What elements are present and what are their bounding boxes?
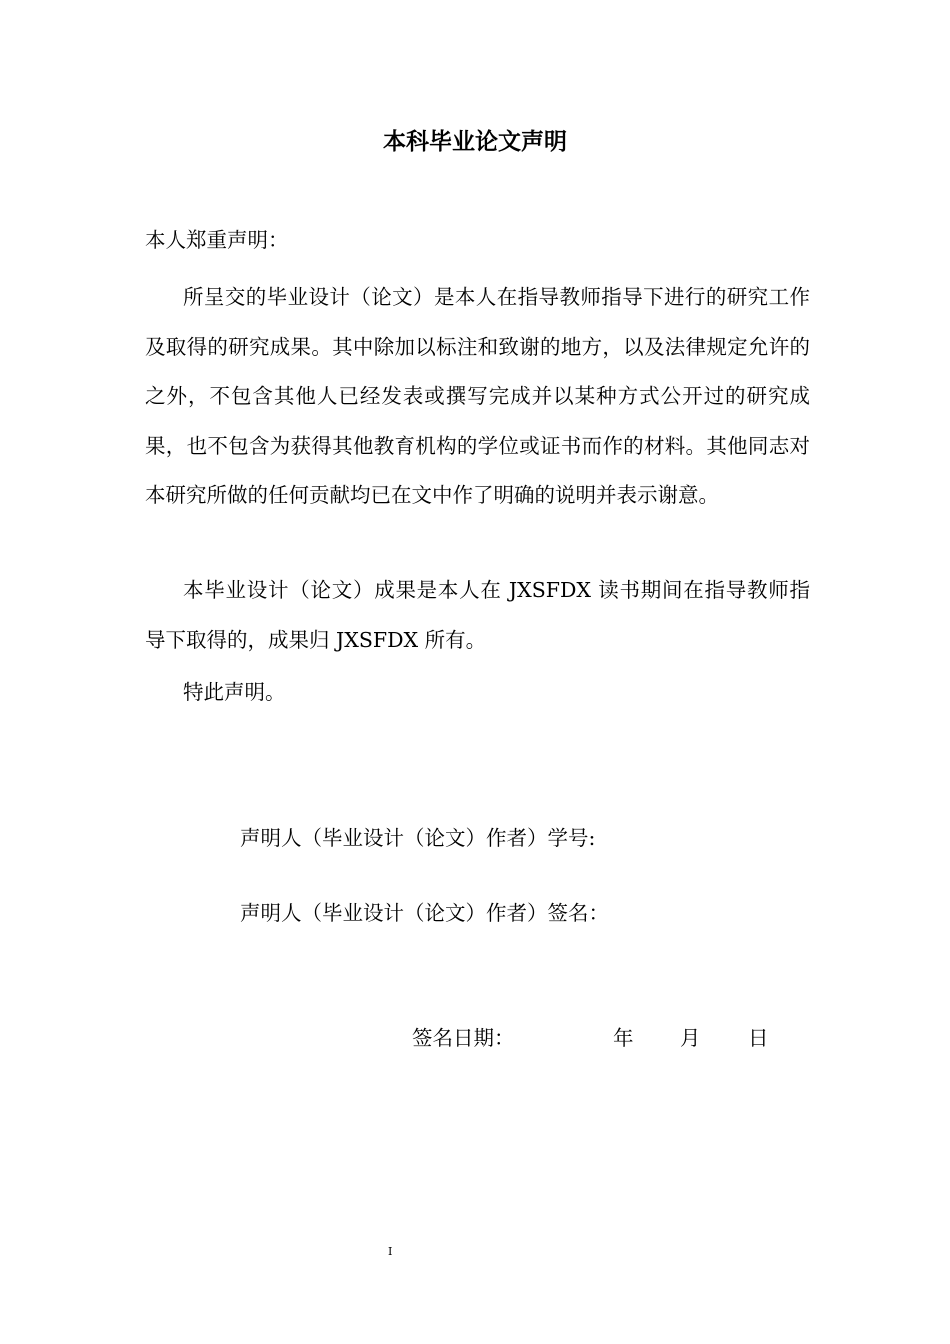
signature-label: 声明人（毕业设计（论文）作者）签名： (240, 901, 609, 925)
student-id-label: 声明人（毕业设计（论文）作者）学号: (240, 826, 596, 850)
date-month-label: 月 (680, 1026, 701, 1050)
page-number: I (388, 1245, 393, 1258)
paragraph-closing: 特此声明。 (183, 680, 286, 704)
intro-line: 本人郑重声明： (145, 228, 289, 252)
paragraph-ownership: 本毕业设计（论文）成果是本人在 JXSFDX 读书期间在指导教师指导下取得的，成果归 JXSFDX 所有。 (145, 578, 810, 652)
date-label: 签名日期： (412, 1026, 515, 1050)
date-year-label: 年 (613, 1026, 634, 1050)
paragraph-declaration: 所呈交的毕业设计（论文）是本人在指导教师指导下进行的研究工作及取得的研究成果。其中除加以标注和致谢的地方，以及法律规定允许的之外，不包含其他人已经发表或撰写完成并以某种方式公开过的研究成果，也不包含为获得其他教育机构的学位或证书而作的材料。其他同志对本研究所做的任何贡献均已在文中作了明确的说明并表示谢意。 (145, 285, 810, 507)
date-day-label: 日 (748, 1026, 769, 1050)
page-title: 本科毕业论文声明 (383, 129, 567, 155)
